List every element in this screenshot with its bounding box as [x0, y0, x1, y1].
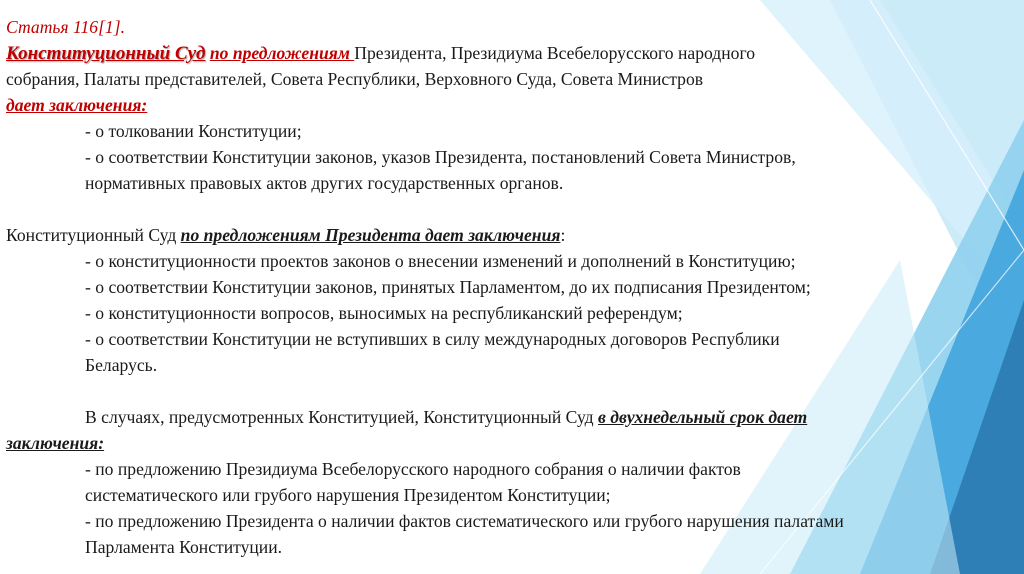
section2-item3: - о конституционности вопросов, выносимых на республиканский референдум; — [85, 303, 683, 323]
section1-line2: собрания, Палаты представителей, Совета Республики, Верховного Суда, Совета Министров — [6, 69, 704, 89]
section1-line1 — [6, 40, 976, 66]
spacer — [6, 196, 976, 222]
section3-item1b: систематического или грубого нарушения Президентом Конституции; — [85, 485, 611, 505]
section1-item2b: нормативных правовых актов других государственных органов. — [85, 173, 564, 193]
section2-item4a: - о соответствии Конституции не вступивших в силу международных договоров Республики — [85, 329, 780, 349]
court-title: Конституционный Суд — [6, 43, 206, 64]
section3-emphasis2: заключения: — [6, 433, 105, 453]
slide-content — [6, 14, 976, 560]
section2-lead-line — [6, 222, 976, 248]
section3-item2a: - по предложению Президента о наличии фактов систематического или грубого нарушения палатами — [85, 511, 844, 531]
section3-lead: В случаях, предусмотренных Конституцией, Конституционный Суд — [85, 407, 599, 427]
section3-emphasis2-line — [6, 430, 976, 456]
article-reference-line — [6, 14, 976, 40]
section1-item1: - о толковании Конституции; — [85, 121, 302, 141]
section1-item2a: - о соответствии Конституции законов, указов Президента, постановлений Совета Министров, — [85, 147, 796, 167]
section1-gives-line — [6, 92, 976, 118]
spacer — [6, 378, 976, 404]
section2-item4b: Беларусь. — [85, 355, 158, 375]
gives-conclusions-label: дает заключения: — [6, 95, 148, 115]
section2-item1: - о конституционности проектов законов о внесении изменений и дополнений в Конституцию; — [85, 251, 796, 271]
section2-emphasis: по предложениям Президента дает заключения — [180, 225, 561, 245]
section2-item2: - о соответствии Конституции законов, принятых Парламентом, до их подписания Президентом; — [85, 277, 811, 297]
proposals-label: по предложениям — [209, 43, 355, 63]
section3-item2b: Парламента Конституции. — [85, 537, 283, 557]
section3-lead-line — [6, 404, 976, 430]
section3-emphasis: в двухнедельный срок дает — [598, 407, 808, 427]
section3-item1a: - по предложению Президиума Всебелорусского народного собрания о наличии фактов — [85, 459, 741, 479]
article-reference: Статья 116[1]. — [6, 17, 125, 37]
section2-lead: Конституционный Суд — [6, 225, 181, 245]
section1-line1-rest: Президента, Президиума Всебелорусского народного — [354, 43, 756, 63]
section2-colon: : — [560, 225, 566, 245]
